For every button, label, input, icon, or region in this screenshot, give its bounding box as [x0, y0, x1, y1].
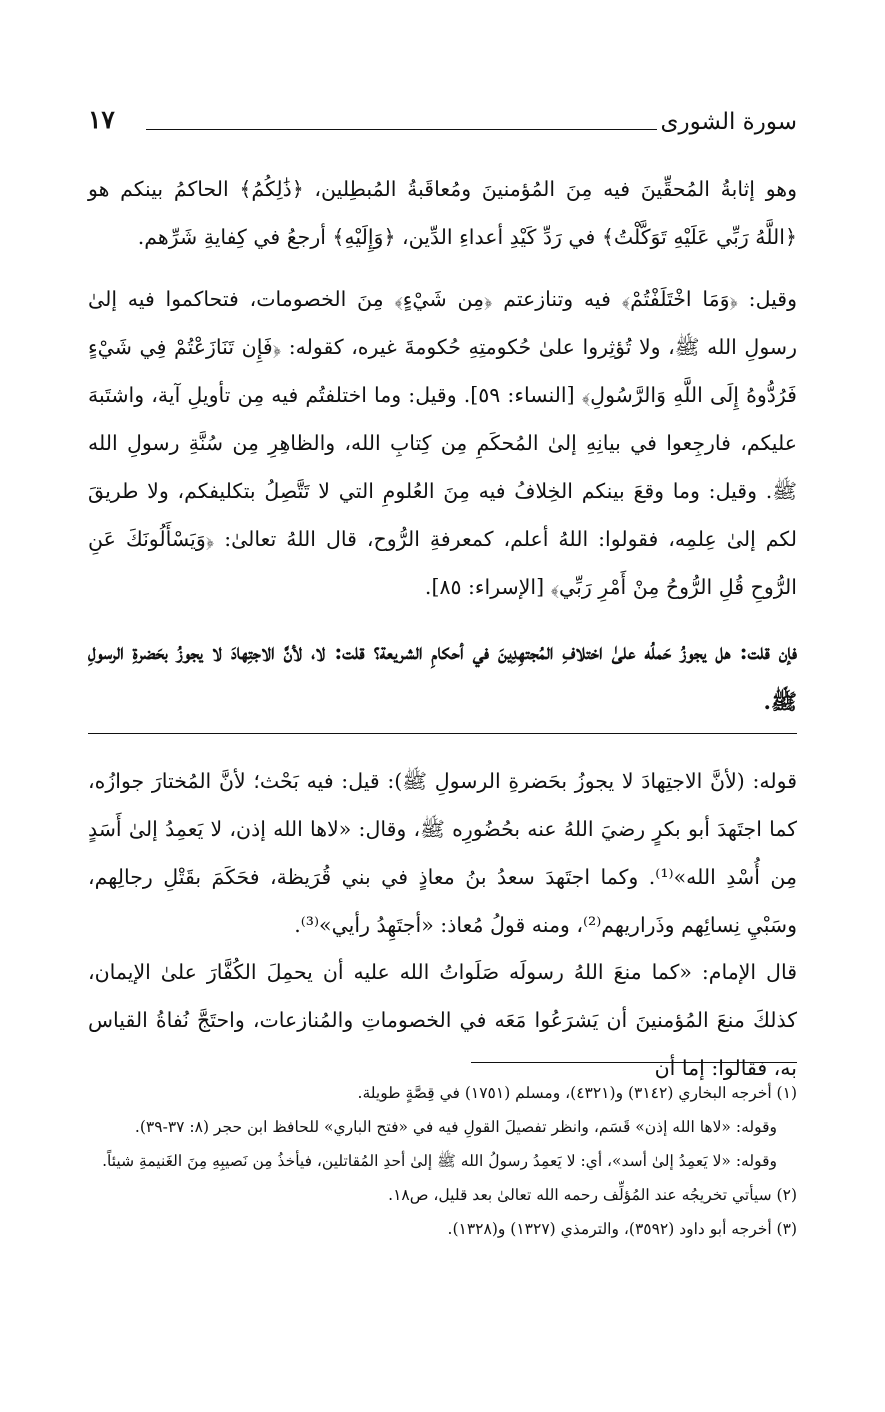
page-header	[88, 105, 797, 141]
paragraph-text: وقيل: ﴿وَمَا اخْتَلَفْتُمْ﴾ فيه وتنازعتم ﴿مِن شَيْءٍ﴾ مِنَ الخصومات، فتحاكموا فيه إلىٰ رسولِ الله ﷺ، ولا تُؤثِروا علىٰ حُكومتِهِ حُكومةَ غيره، كقوله: ﴿فَإِن تَنَازَعْتُمْ فِي شَيْءٍ فَرُدُّوهُ إِلَى اللَّهِ وَالرَّسُولِ﴾ [النساء: ٥٩]. وقيل: وما اختلفتُم فيه مِن تأويلِ آية، واشتَبهَ عليكم، فارجِعوا في بيانِهِ إلىٰ المُحكَمِ مِن كِتابِ الله، والظاهِرِ مِن سُنَّةِ رسولِ الله ﷺ. وقيل: وما وقعَ بينكم الخِلافُ فيه مِنَ العُلومِ التي لا تَتَّصِلُ بتكليفكم، ولا طريقَ لكم إلىٰ عِلمِه، فقولوا: اللهُ أعلم، كمعرفةِ الرُّوح، قال اللهُ تعالىٰ: ﴿وَيَسْأَلُونَكَ عَنِ الرُّوحِ قُلِ الرُّوحُ مِنْ أَمْرِ رَبِّي﴾ [الإسراء: ٨٥].	[88, 287, 797, 599]
page-number: ١٧	[88, 105, 115, 134]
commentary-text: قوله: (لأنَّ الاجتِهادَ لا يجوزُ بحَضرةِ الرسولِ ﷺ): قيل: فيه بَحْث؛ لأنَّ المُختارَ جوازُه، كما اجتَهدَ أبو بكرٍ رضيَ اللهُ عنه بحُضُورِه ﷺ، وقال: «لاها الله إذن، لا يَعمِدُ إلىٰ أَسَدٍ مِن أُسْدِ الله»⁽¹⁾. وكما اجتَهدَ سعدُ بنُ معاذٍ في بني قُرَيظة، فحَكَمَ بقَتْلِ رجالِهم، وسَبْيِ نِسائِهم وذَراريهم⁽²⁾، ومنه قولُ مُعاذ: «أجتَهِدُ رأيي»⁽³⁾.	[88, 769, 797, 937]
commentary-paragraph-2	[88, 948, 797, 1092]
footnote-3: (٣) أخرجه أبو داود (٣٥٩٢)، والترمذي (١٣٢٧) و(١٣٢٨).	[447, 1220, 797, 1238]
footnote-1-note-b: وقوله: «لا يَعمِدُ إلىٰ أسد»، أي: لا يَعمِدُ رسولُ الله ﷺ إلىٰ أحدِ المُقاتلين، فيأخذُ مِن نَصيبِهِ مِنَ الغَنيمةِ شيئاً.	[102, 1152, 777, 1170]
commentary-text: قال الإمام: «كما منعَ اللهُ رسولَه صَلَواتُ الله عليه أن يحمِلَ الكُفَّارَ علىٰ الإيمان، كذلكَ منعَ المُؤمنينَ أن يَشرَعُوا مَعَه في الخصوماتِ والمُنازعات، واحتَجَّ نُفاةُ القياس به، فقالوا: إما أن	[88, 960, 797, 1080]
commentary-paragraph-1	[88, 757, 797, 949]
tafsir-paragraph-2	[88, 275, 797, 611]
footnote-1: (١) أخرجه البخاري (٣١٤٢) و(٤٣٢١)، ومسلم (١٧٥١) في قِصَّةٍ طويلة.	[357, 1084, 797, 1102]
footnote-rule	[471, 1062, 797, 1063]
matn-commentary-divider	[88, 733, 797, 734]
paragraph-text: وهو إثابةُ المُحقِّينَ فيه مِنَ المُؤمنينَ ومُعاقَبةُ المُبطِلين، ﴿ذَٰلِكُمُ﴾ الحاكمُ بينكم هو ﴿اللَّهُ رَبِّي عَلَيْهِ تَوَكَّلْتُ﴾ في رَدِّ كَيْدِ أعداءِ الدِّين، ﴿وَإِلَيْهِ﴾ أرجعُ في كِفايةِ شَرِّهم.	[88, 177, 797, 249]
tafsir-paragraph-1	[88, 165, 797, 261]
matn-text: فإن قلت: هل يجوزُ حَملُه علىٰ اختلافِ المُجتهِدِينَ في أحكامِ الشريعة؟ قلت: لا، لأنَّ الاجتِهادَ لا يجوزُ بحَضرةِ الرسولِ ﷺ.	[88, 640, 797, 715]
footnote-2: (٢) سيأتي تخريجُه عند المُؤلِّف رحمه الله تعالىٰ بعد قليل، ص١٨.	[388, 1186, 797, 1204]
running-title: سورة الشورى	[660, 109, 797, 135]
footnotes	[88, 1076, 797, 1246]
header-rule	[146, 129, 657, 130]
footnote-1-note-a: وقوله: «لاها الله إذن» قَسَم، وانظر تفصيلَ القولِ فيه في «فتح الباري» للحافظ ابن حجر (٨: ٣٧-٣٩).	[134, 1118, 777, 1136]
matn-bold-paragraph	[88, 628, 797, 728]
